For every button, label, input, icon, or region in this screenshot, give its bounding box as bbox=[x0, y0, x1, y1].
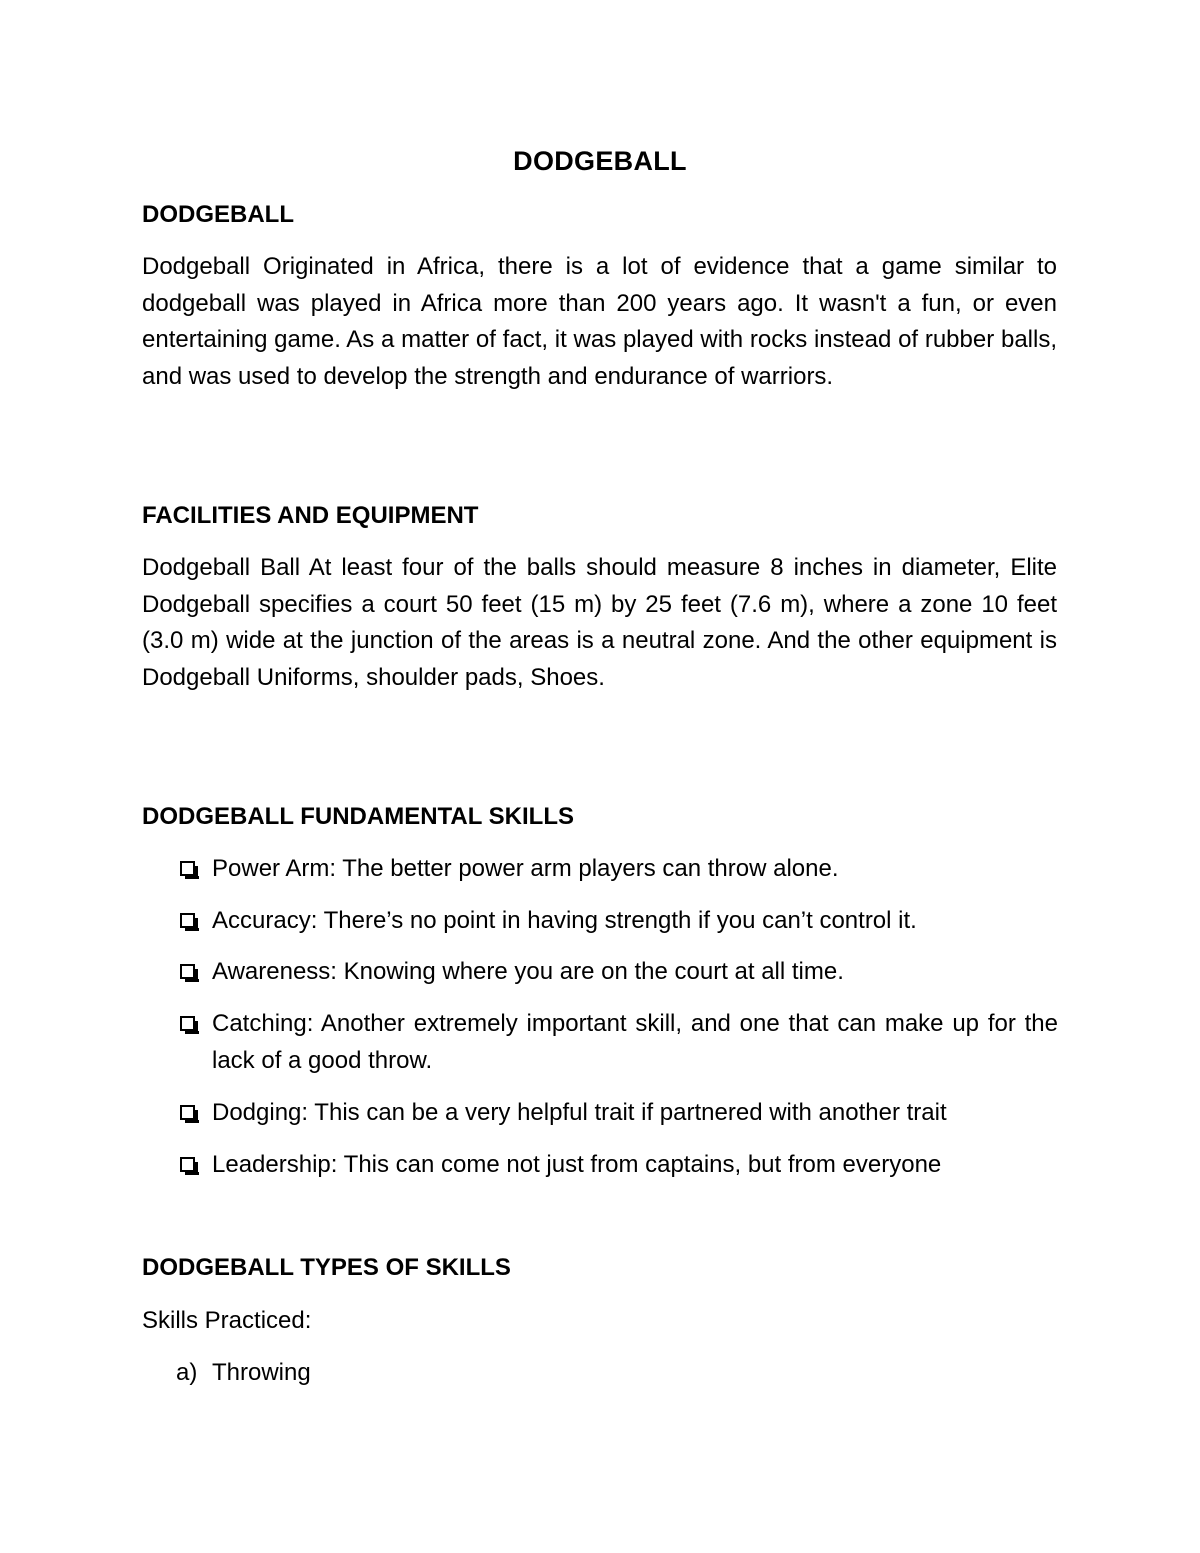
checkbox-icon bbox=[180, 1016, 195, 1031]
skill-item-awareness bbox=[178, 954, 1058, 991]
skill-text: Power Arm: The better power arm players can throw alone. bbox=[212, 855, 839, 882]
skill-text: Leadership: This can come not just from captains, but from everyone bbox=[212, 1151, 942, 1178]
checkbox-icon bbox=[180, 913, 195, 928]
list-item-label: Throwing bbox=[212, 1359, 311, 1386]
checkbox-icon bbox=[180, 1157, 195, 1172]
checkbox-icon bbox=[180, 861, 195, 876]
skill-item-power-arm bbox=[178, 851, 1058, 888]
skill-item-accuracy bbox=[178, 903, 1058, 940]
list-item-throwing bbox=[176, 1355, 311, 1391]
section-heading-types: DODGEBALL TYPES OF SKILLS bbox=[142, 1254, 511, 1281]
section-heading-fundamentals: DODGEBALL FUNDAMENTAL SKILLS bbox=[142, 803, 574, 830]
skill-text: Dodging: This can be a very helpful trait if partnered with another trait bbox=[212, 1099, 947, 1126]
section-heading-facilities: FACILITIES AND EQUIPMENT bbox=[142, 502, 479, 529]
document-title: DODGEBALL bbox=[513, 146, 687, 176]
checkbox-icon bbox=[180, 964, 195, 979]
section-heading-intro: DODGEBALL bbox=[142, 201, 294, 228]
skill-item-leadership bbox=[178, 1147, 1058, 1184]
skill-item-dodging bbox=[178, 1095, 1058, 1132]
skill-text: Awareness: Knowing where you are on the court at all time. bbox=[212, 958, 844, 985]
skill-text: Accuracy: There’s no point in having strength if you can’t control it. bbox=[212, 907, 917, 934]
list-marker: a) bbox=[176, 1359, 198, 1386]
skills-practiced-label: Skills Practiced: bbox=[142, 1307, 312, 1334]
skill-text: Catching: Another extremely important skill, and one that can make up for the lack of a good throw. bbox=[212, 1010, 1058, 1074]
intro-paragraph: Dodgeball Originated in Africa, there is a lot of evidence that a game similar to dodgeball was played in Africa more than 200 years ago. It wasn't a fun, or even entertaining game. As a matter of fact, it was played with rocks instead of rubber balls, and was used to develop the strength and endurance of warriors. bbox=[142, 253, 1057, 390]
skill-item-catching bbox=[178, 1006, 1058, 1079]
facilities-paragraph: Dodgeball Ball At least four of the balls should measure 8 inches in diameter, Elite Dodgeball specifies a court 50 feet (15 m) by 25 feet (7.6 m), where a zone 10 feet (3.0 m) wide at the junction of the areas is a neutral zone. And the other equipment is Dodgeball Uniforms, shoulder pads, Shoes. bbox=[142, 554, 1057, 691]
checkbox-icon bbox=[180, 1105, 195, 1120]
